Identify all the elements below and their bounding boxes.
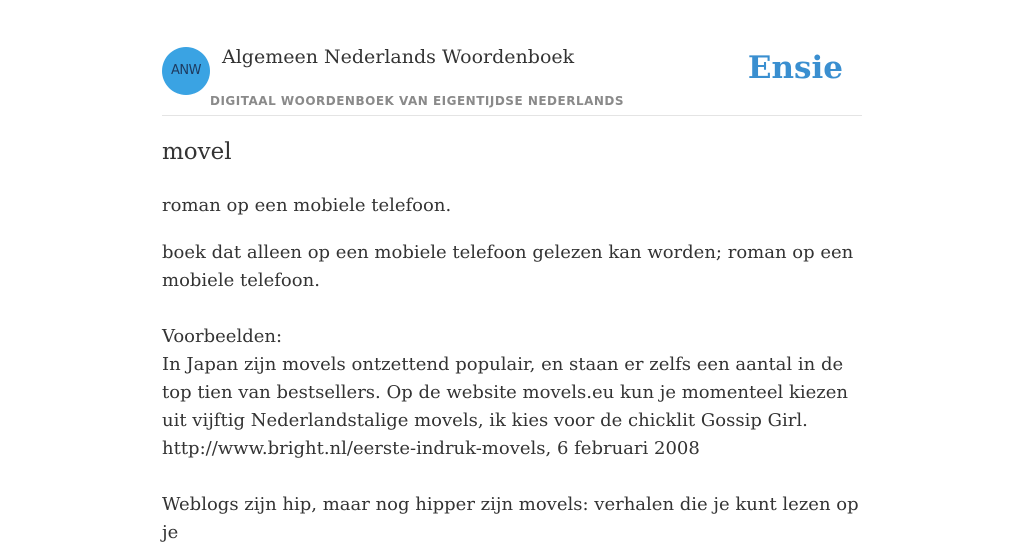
header	[162, 0, 862, 116]
anw-logo[interactable]: ANW	[162, 47, 210, 95]
source-title[interactable]: Algemeen Nederlands Woordenboek	[222, 46, 575, 68]
source-subtitle: DIGITAAL WOORDENBOEK VAN EIGENTIJDSE NEDERLANDS	[210, 94, 625, 108]
headword: movel	[162, 139, 232, 165]
long-definition	[162, 239, 862, 295]
examples-label: Voorbeelden:	[162, 326, 283, 347]
example-source: http://www.bright.nl/eerste-indruk-movels, 6 februari 2008	[162, 438, 700, 459]
examples	[162, 323, 862, 547]
content-container	[162, 0, 862, 543]
example-text: Weblogs zijn hip, maar nog hipper zijn movels: verhalen die je kunt lezen op je	[162, 494, 859, 543]
spacer	[162, 463, 862, 491]
example-text: In Japan zijn movels ontzettend populair, en staan er zelfs een aantal in de top tien van bestsellers. Op de website movels.eu kun je momenteel kiezen uit vijftig Nederlandstalige movels, ik kies voor de chicklit Gossip Girl.	[162, 354, 849, 431]
short-definition-text: roman op een mobiele telefoon.	[162, 195, 452, 216]
short-definition	[162, 192, 862, 220]
ensie-logo-link[interactable]: Ensie	[747, 50, 843, 86]
long-definition-text: boek dat alleen op een mobiele telefoon gelezen kan worden; roman op een mobiele telefoon.	[162, 242, 854, 291]
